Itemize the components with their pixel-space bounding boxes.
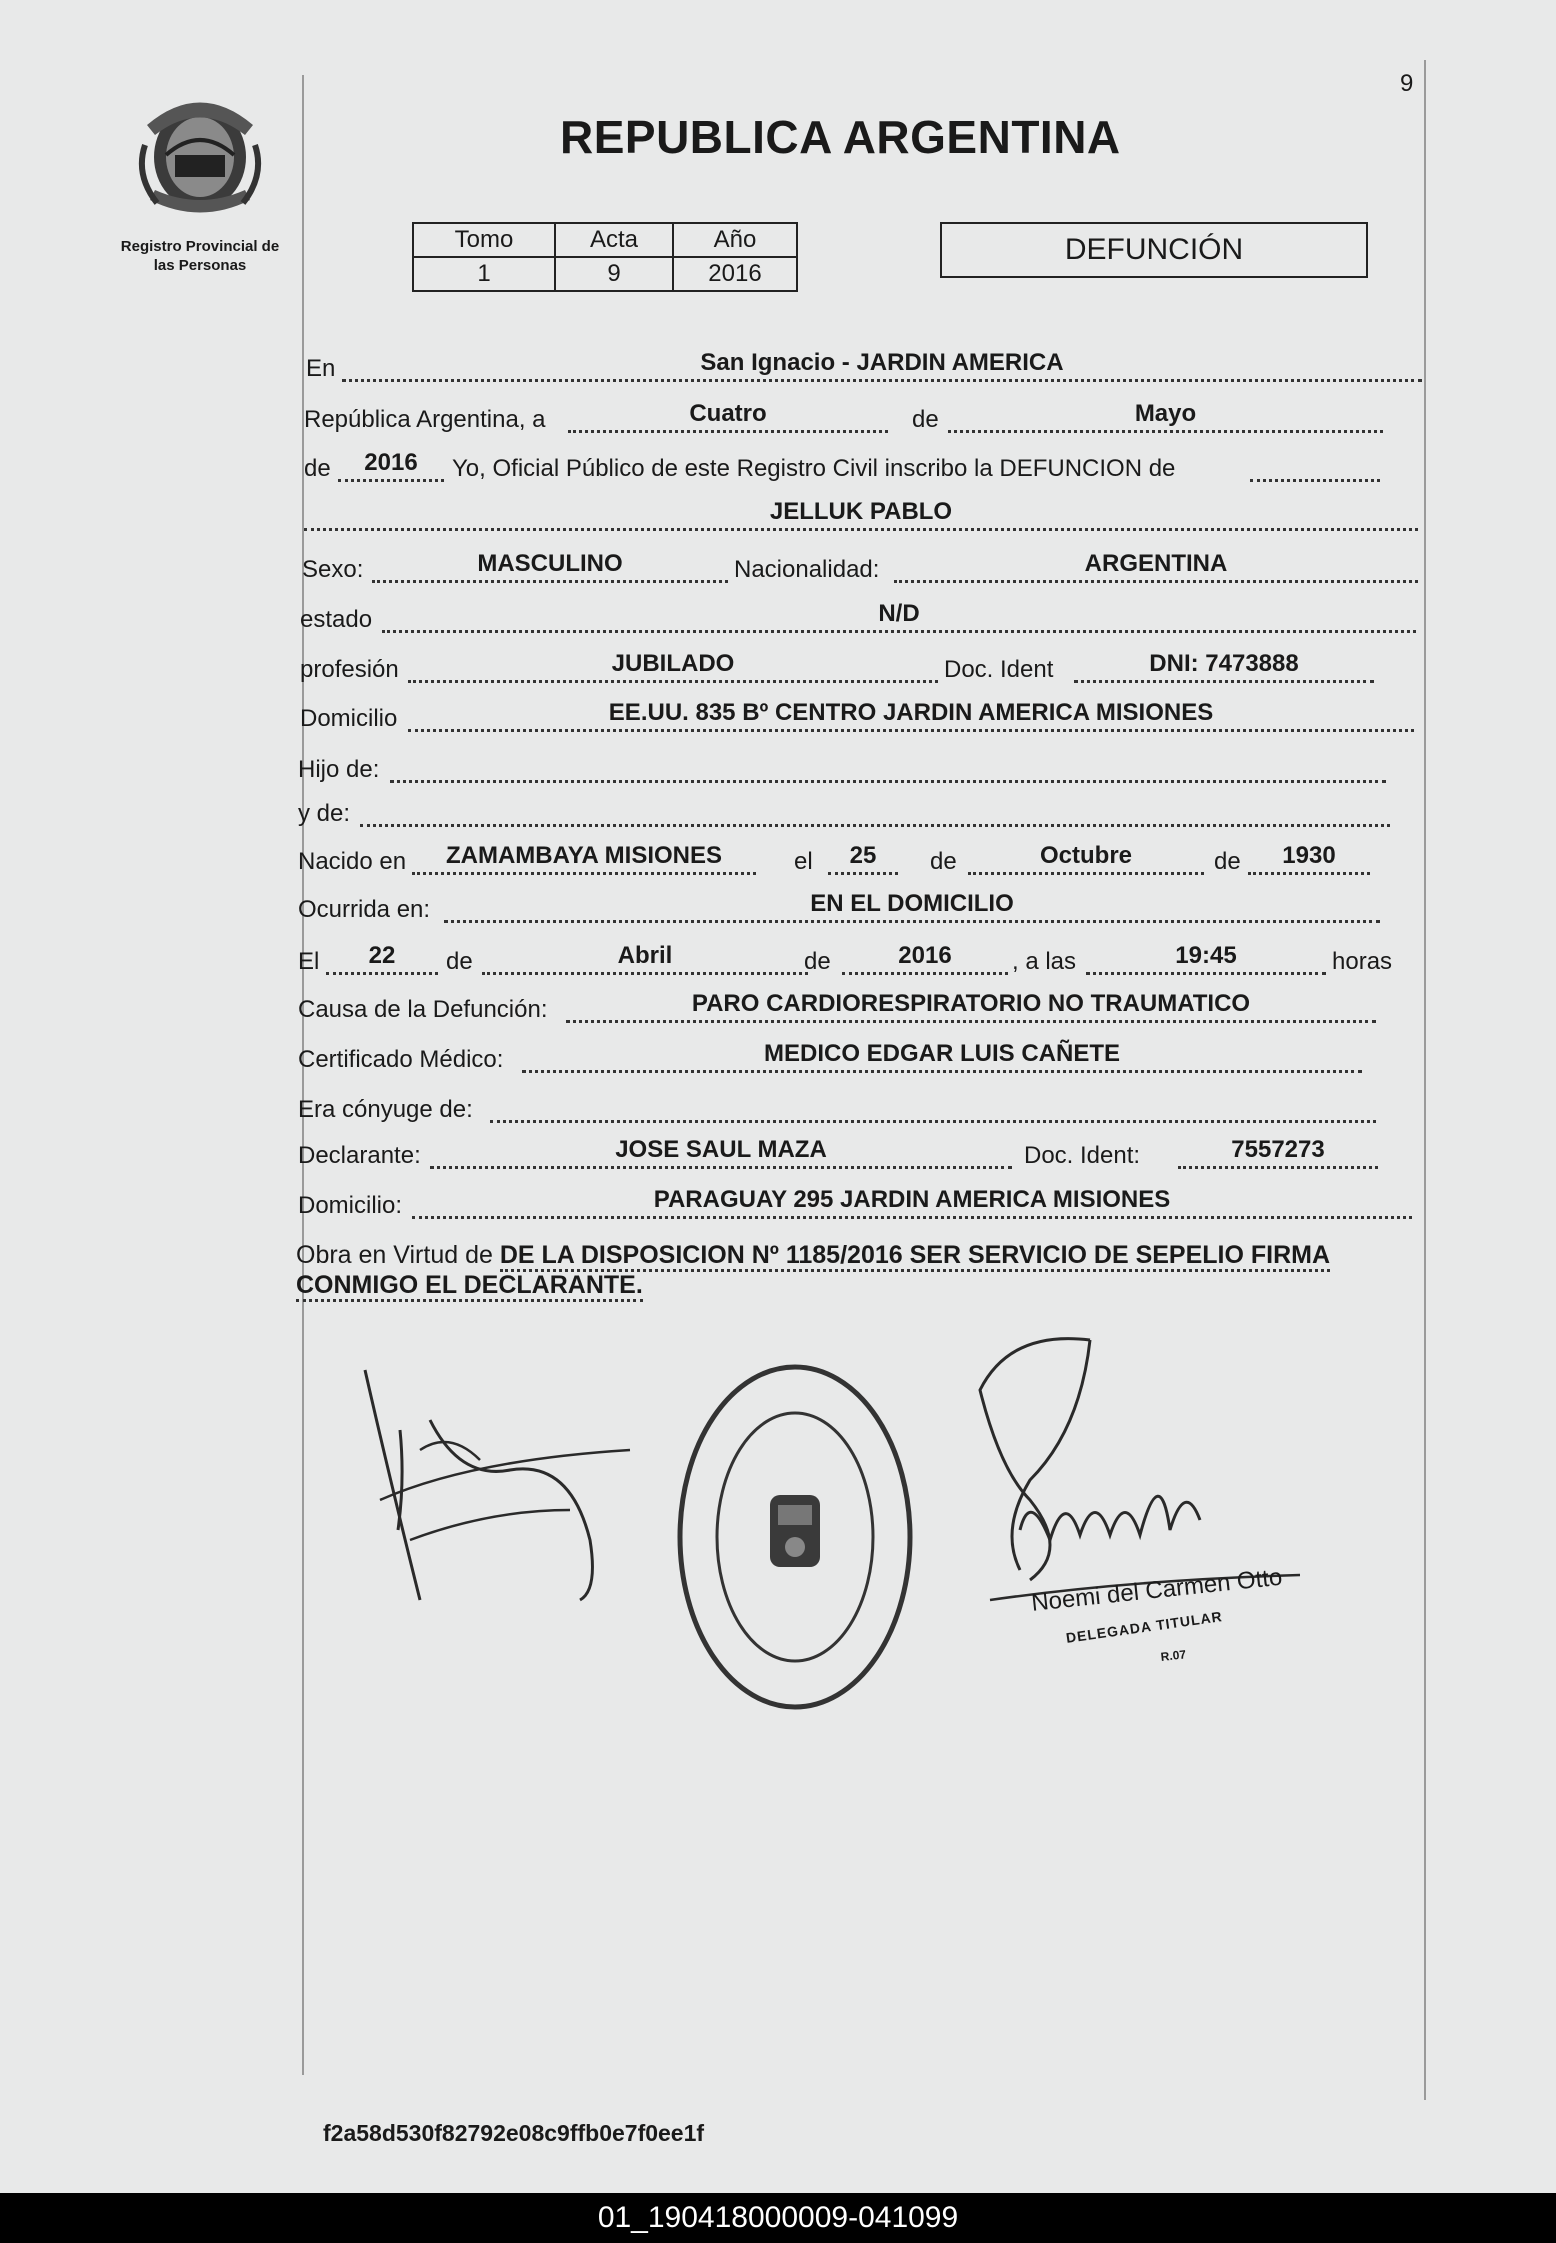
official-code: R.07 [1160,1647,1187,1664]
page-number: 9 [1400,70,1414,97]
nacido-dia-field: 25 [828,842,898,875]
acta-value: 9 [555,257,673,291]
ocurrida-field: EN EL DOMICILIO [444,890,1380,923]
tomo-header: Tomo [413,223,555,257]
right-margin-line [1424,60,1426,2100]
left-margin-line [302,75,304,2075]
dia-field: Cuatro [568,400,888,433]
profesion-field: JUBILADO [408,650,938,683]
logo-caption: Registro Provincial de las Personas [120,238,280,274]
hora-field: 19:45 [1086,942,1326,975]
nombre-field: JELLUK PABLO [304,498,1418,531]
record-table [412,222,798,292]
fall-dia-field: 22 [326,942,438,975]
official-stamp [670,1355,920,1720]
fall-mes-field: Abril [482,942,808,975]
obra-field: DE LA DISPOSICION Nº 1185/2016 SER SERVICIO DE SEPELIO FIRMA CONMIGO EL DECLARANTE. [296,1241,1330,1302]
record-type-box: DEFUNCIÓN [940,222,1368,278]
nacionalidad-field: ARGENTINA [894,550,1418,583]
defuncion-de-field [1250,449,1380,482]
domicilio2-field: PARAGUAY 295 JARDIN AMERICA MISIONES [412,1186,1412,1219]
anio-value: 2016 [673,257,797,291]
declarant-signature [350,1360,650,1610]
causa-field: PARO CARDIORESPIRATORIO NO TRAUMATICO [566,990,1376,1023]
sexo-field: MASCULINO [372,550,728,583]
nacido-mes-field: Octubre [968,842,1204,875]
mes-field: Mayo [948,400,1383,433]
domicilio-field: EE.UU. 835 Bº CENTRO JARDIN AMERICA MISIONES [408,699,1414,732]
estado-field: N/D [382,600,1416,633]
stamp-text [690,1720,890,1721]
yde-field [360,794,1390,827]
acta-header: Acta [555,223,673,257]
anio-header: Año [673,223,797,257]
page-title: REPUBLICA ARGENTINA [560,111,1121,163]
provincial-logo [100,85,300,275]
footer-id-bar: 01_190418000009-041099 [0,2193,1556,2243]
official-title: DELEGADA TITULAR [1065,1608,1224,1646]
fall-anio-field: 2016 [842,942,1008,975]
en-field: San Ignacio - JARDIN AMERICA [342,349,1422,382]
coat-of-arms-icon [135,85,265,225]
document-hash: f2a58d530f82792e08c9ffb0e7f0ee1f [323,2120,705,2146]
nacido-anio-field: 1930 [1248,842,1370,875]
doc-field: DNI: 7473888 [1074,650,1374,683]
nacido-lugar-field: ZAMAMBAYA MISIONES [412,842,756,875]
hijo-field [390,750,1386,783]
conyuge-field [490,1090,1376,1123]
document-page: 9 Registro Provincial de las Personas REPUBLICA ARGENTINA Tomo Acta Año 1 9 2016 DEFUNCIÓN En San Ignacio - JARDIN AMERICA República Argentina, a Cuatro de Mayo de 2016 Yo, Oficial Público de este Registro Civil inscribo la DEFUNCION de JELLUK PABLO Sexo: MASCULINO Nacionalidad: ARGENTINA estado N/D profesión JUBILADO Doc. Ident DNI: 7473888 Domicilio EE.UU. 835 Bº CENTRO JARDIN AMERICA MISIONES Hijo de: y de: Nacido en ZAMAMBAYA MISIONES el 25 de Octubre de 1930 Ocurrida en: EN EL DOMICILIO El 22 de Abril de 2016 , a las 19:45 horas Causa de la Defunción: PARO CARDIORESPIRATORIO NO TRAUMATICO Certificado Médico: MEDICO EDGAR LUIS CAÑETE Era cónyuge de: Declarante: JOSE SAUL MAZA Doc. Ident: 7557273 Domicilio: PARAGUAY 295 JARDIN AMERICA MISIONES Obra en Virtud de DE LA DISPOSICION Nº 1185/2016 SER SERVICIO DE SEPELIO FIRMA CONMIGO EL DECLARANTE. Noemi del Carmen Otto DELEGADA TITULAR R.07 f2a58d530f82792e08c9ffb0e7f0ee1f [0,0,1556,2193]
official-name: Noemi del Carmen Otto [1030,1563,1284,1617]
doc2-field: 7557273 [1178,1136,1378,1169]
certificado-field: MEDICO EDGAR LUIS CAÑETE [522,1040,1362,1073]
declarante-field: JOSE SAUL MAZA [430,1136,1012,1169]
obra-en-virtud: Obra en Virtud de DE LA DISPOSICION Nº 1185/2016 SER SERVICIO DE SEPELIO FIRMA CONMIGO EL DECLARANTE. [296,1240,1411,1300]
anio-field: 2016 [338,449,444,482]
tomo-value: 1 [413,257,555,291]
